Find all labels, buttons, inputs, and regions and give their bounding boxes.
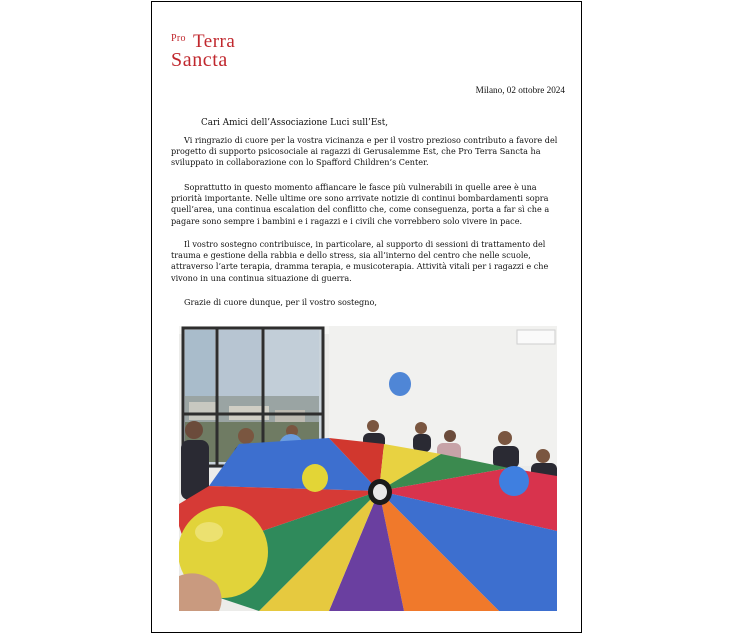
logo-sancta: Sancta — [171, 49, 228, 71]
letter-paragraph: Soprattutto in questo momento affiancare le fasce più vulnerabili in quelle aree è una priorità importante. Nelle ultime ore sono arrivate notizie di continui bombardamenti sopra quell’area, una continua escalation del conflitto che, come conseguenza, porta a far sì che a pagare sono sempre i bambini e i ragazzi e i civili che vorrebbero solo vivere in pace. — [171, 182, 550, 226]
letter-date: Milano, 02 ottobre 2024 — [475, 85, 565, 95]
logo-terra: Terra — [193, 31, 236, 52]
letter-greeting: Cari Amici dell’Associazione Luci sull’Est, — [201, 118, 389, 128]
letter-closing: Grazie di cuore dunque, per il vostro sostegno, — [184, 297, 377, 307]
letter-page — [151, 1, 582, 633]
letter-paragraph: Il vostro sostegno contribuisce, in particolare, al supporto di sessioni di trattamento del trauma e gestione della rabbia e dello stress, sia all’interno del centro che nelle scuole, attraverso l’arte terapia, dramma terapia, e musicoterapia. Attività vitali per i ragazzi e che vivono in una continua situazione di guerra. — [171, 239, 549, 283]
logo-pro: Pro — [171, 33, 186, 44]
letter-paragraph: Vi ringrazio di cuore per la vostra vicinanza e per il vostro prezioso contributo a favore del progetto di supporto psicosociale ai ragazzi di Gerusalemme Est, che Pro Terra Sancta ha sviluppato in collaborazione con lo Spafford Children’s Center. — [171, 135, 558, 168]
children-parachute-photo — [179, 326, 557, 611]
